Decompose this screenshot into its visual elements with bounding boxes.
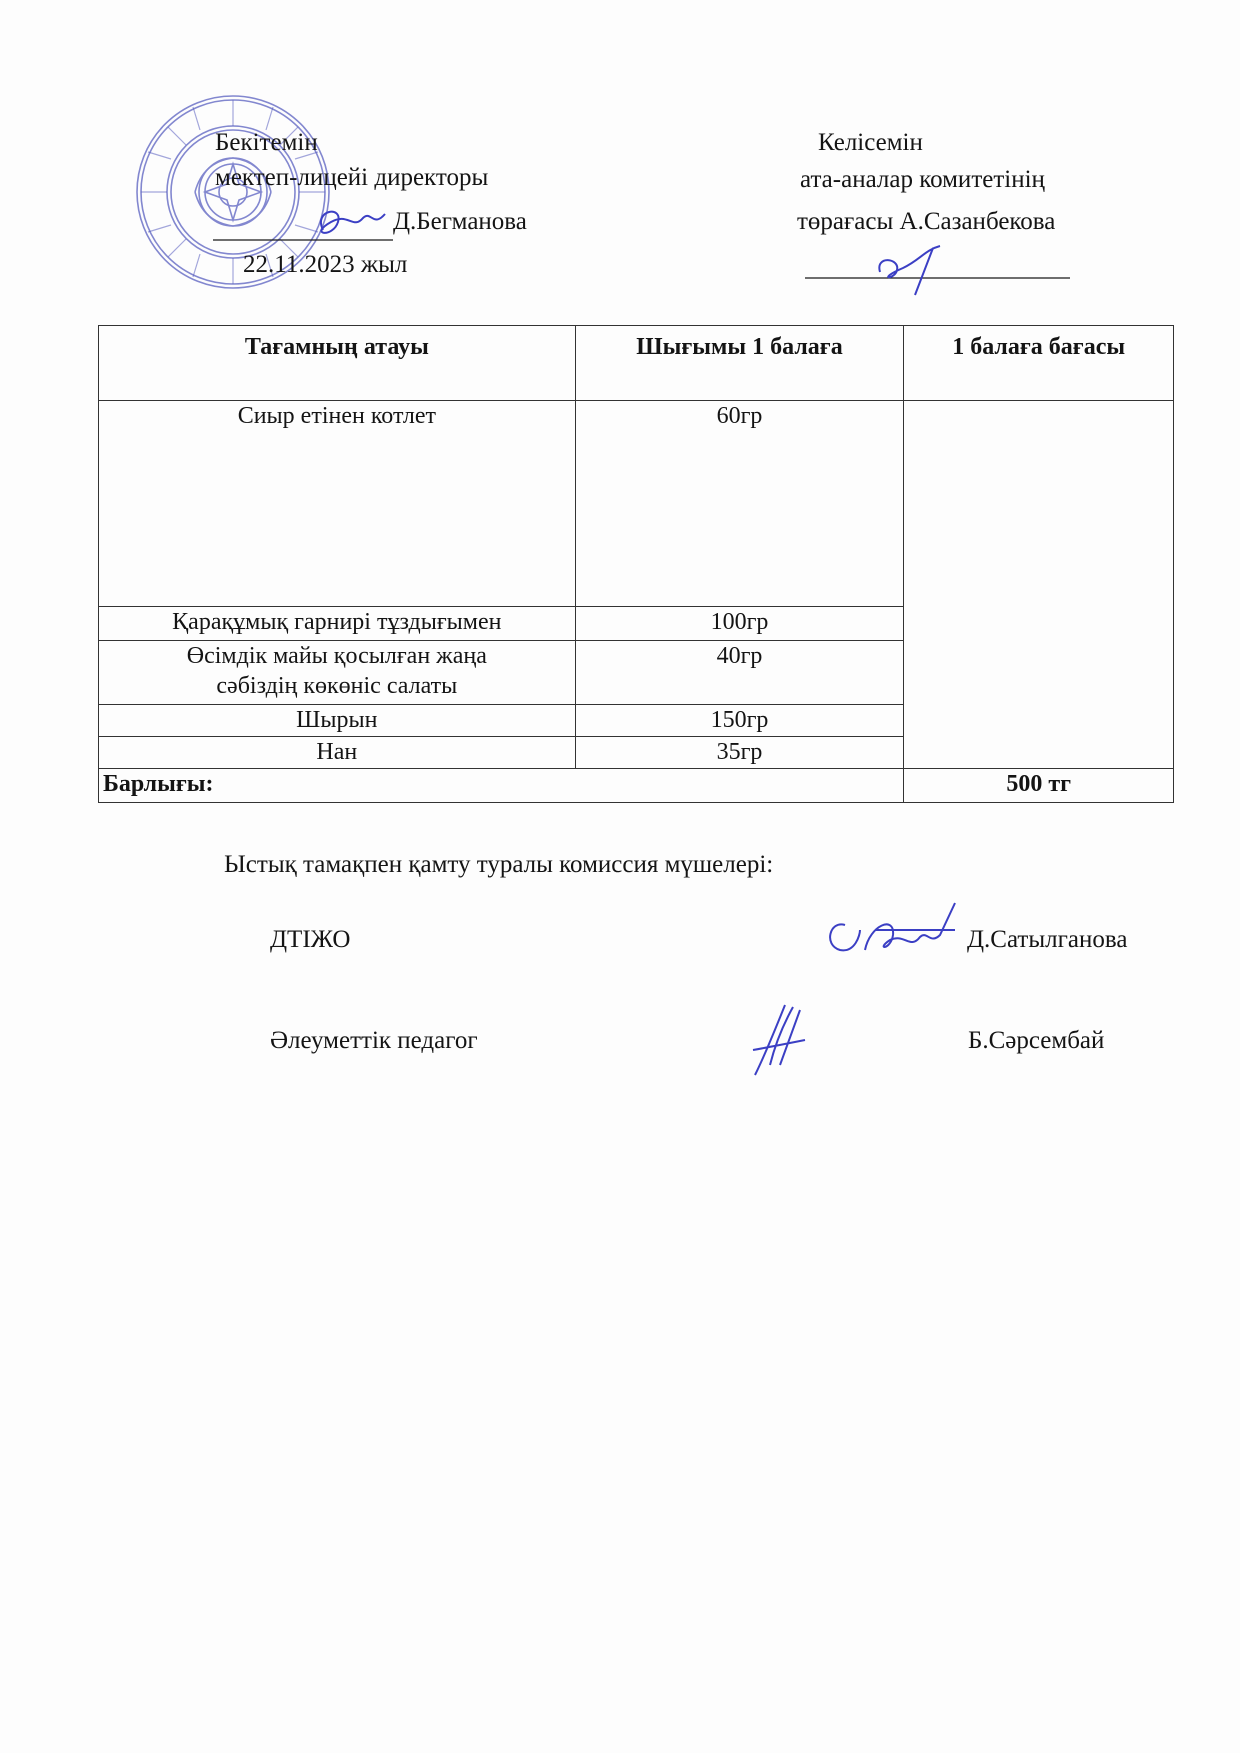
- portion-cell: 40гр: [575, 641, 904, 705]
- dish-name-cell: Қарақұмық гарнирі тұздығымен: [99, 607, 576, 641]
- commission-member-role: ДТІЖО: [270, 926, 351, 953]
- total-value: 500 тг: [904, 769, 1174, 803]
- portion-cell: 150гр: [575, 705, 904, 737]
- menu-table: [98, 325, 1174, 803]
- dish-name-cell: Нан: [99, 737, 576, 769]
- header-dish-name: Тағамның атауы: [99, 326, 576, 401]
- dish-name-cell: Сиыр етінен котлет: [99, 401, 576, 607]
- table-row: [99, 401, 1174, 607]
- approval-director-name: Д.Бегманова: [393, 208, 527, 235]
- total-label: Барлығы:: [99, 769, 904, 803]
- dish-name-cell: Шырын: [99, 705, 576, 737]
- header-portion: Шығымы 1 балаға: [575, 326, 904, 401]
- member-signature: [745, 995, 825, 1085]
- commission-member-name: Д.Сатылганова: [967, 926, 1128, 953]
- agreement-committee: ата-аналар комитетінің: [800, 166, 1045, 193]
- agreement-chair-name: төрағасы А.Сазанбекова: [797, 208, 1056, 235]
- header-price: 1 балаға бағасы: [904, 326, 1174, 401]
- table-header-row: [99, 326, 1174, 401]
- portion-cell: 100гр: [575, 607, 904, 641]
- committee-chair-signature: [805, 240, 1075, 300]
- commission-member-name: Б.Сәрсембай: [968, 1027, 1105, 1054]
- commission-title: Ыстық тамақпен қамту туралы комиссия мүшелері:: [224, 851, 774, 878]
- dish-name-cell: Өсімдік майы қосылған жаңа сәбіздің көкөніс салаты: [99, 641, 576, 705]
- director-signature: [213, 200, 403, 250]
- portion-cell: 60гр: [575, 401, 904, 607]
- price-cell-merged: [904, 401, 1174, 769]
- table-total-row: [99, 769, 1174, 803]
- commission-member-role: Әлеуметтік педагог: [270, 1027, 478, 1054]
- portion-cell: 35гр: [575, 737, 904, 769]
- approval-position: мектеп-лицейі директоры: [215, 164, 489, 191]
- approval-date: 22.11.2023 жыл: [243, 251, 408, 278]
- agreement-title: Келісемін: [818, 129, 923, 156]
- approval-title: Бекітемін: [215, 129, 318, 156]
- member-signature: [815, 895, 965, 965]
